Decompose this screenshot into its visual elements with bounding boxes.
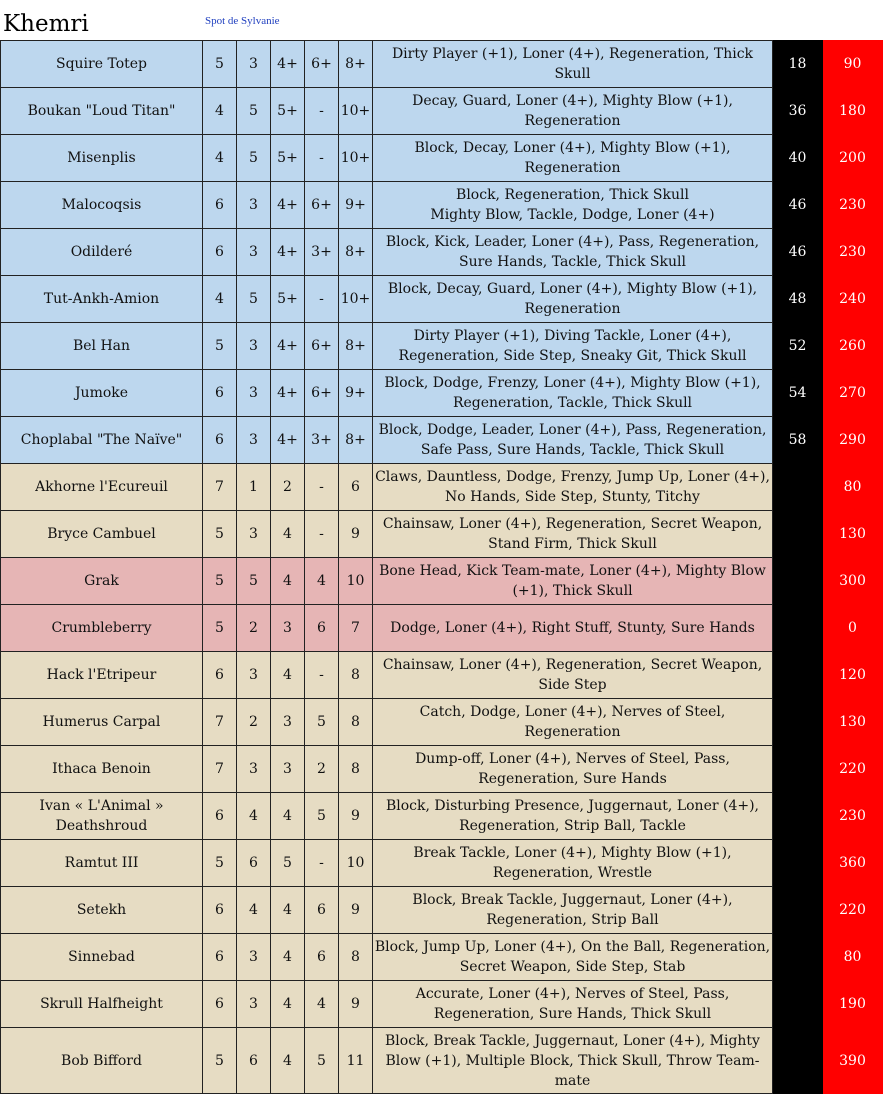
player-name: Choplabal "The Naïve" (1, 417, 203, 464)
stat-ag: 4 (271, 652, 305, 699)
stat-st: 3 (237, 934, 271, 981)
stat-av: 8 (339, 934, 373, 981)
player-cost: 230 (823, 182, 883, 229)
stat-pa: - (305, 276, 339, 323)
player-name: Bob Bifford (1, 1028, 203, 1094)
player-cost: 240 (823, 276, 883, 323)
stat-ag: 4+ (271, 229, 305, 276)
stat-ag: 4+ (271, 323, 305, 370)
stat-st: 3 (237, 511, 271, 558)
stat-ag: 3 (271, 699, 305, 746)
stat-av: 8 (339, 746, 373, 793)
player-rank: 58 (773, 417, 823, 464)
stat-ma: 7 (203, 699, 237, 746)
page-title: Khemri (3, 11, 89, 37)
table-row (1, 605, 883, 652)
table-row (1, 981, 883, 1028)
stat-ma: 6 (203, 652, 237, 699)
table-row (1, 1028, 883, 1094)
stat-st: 3 (237, 323, 271, 370)
player-cost: 220 (823, 887, 883, 934)
player-name: Crumbleberry (1, 605, 203, 652)
player-rank (773, 981, 823, 1028)
stat-pa: 6+ (305, 323, 339, 370)
player-rank (773, 464, 823, 511)
stat-ag: 4 (271, 934, 305, 981)
stat-st: 3 (237, 229, 271, 276)
player-cost: 180 (823, 88, 883, 135)
stat-ag: 3 (271, 605, 305, 652)
table-row (1, 135, 883, 182)
stat-st: 6 (237, 840, 271, 887)
stat-ma: 6 (203, 887, 237, 934)
player-rank (773, 699, 823, 746)
player-cost: 220 (823, 746, 883, 793)
stat-pa: 6+ (305, 182, 339, 229)
stat-av: 8 (339, 652, 373, 699)
stat-st: 2 (237, 699, 271, 746)
stat-ag: 2 (271, 464, 305, 511)
stat-pa: - (305, 652, 339, 699)
table-row (1, 323, 883, 370)
player-cost: 130 (823, 511, 883, 558)
stat-st: 4 (237, 887, 271, 934)
table-row (1, 558, 883, 605)
stat-pa: - (305, 840, 339, 887)
stat-st: 5 (237, 558, 271, 605)
player-cost: 360 (823, 840, 883, 887)
stat-ag: 4 (271, 981, 305, 1028)
player-rank (773, 605, 823, 652)
stat-st: 3 (237, 370, 271, 417)
player-skills: Break Tackle, Loner (4+), Mighty Blow (+1), Regeneration, Wrestle (373, 840, 773, 887)
player-skills: Block, Jump Up, Loner (4+), On the Ball, Regeneration, Secret Weapon, Side Step, Stab (373, 934, 773, 981)
stat-pa: 5 (305, 1028, 339, 1094)
player-cost: 90 (823, 41, 883, 88)
stat-ag: 4 (271, 511, 305, 558)
stat-pa: 6 (305, 887, 339, 934)
table-row (1, 511, 883, 558)
player-skills: Block, Kick, Leader, Loner (4+), Pass, Regeneration, Sure Hands, Tackle, Thick Skull (373, 229, 773, 276)
player-cost: 290 (823, 417, 883, 464)
stat-av: 10+ (339, 135, 373, 182)
player-cost: 200 (823, 135, 883, 182)
stat-ma: 6 (203, 417, 237, 464)
stat-st: 3 (237, 981, 271, 1028)
stat-av: 9 (339, 887, 373, 934)
stat-ag: 5+ (271, 88, 305, 135)
stat-ag: 4 (271, 887, 305, 934)
player-rank (773, 652, 823, 699)
stat-ag: 4 (271, 558, 305, 605)
player-cost: 0 (823, 605, 883, 652)
stat-ma: 5 (203, 41, 237, 88)
player-rank: 46 (773, 229, 823, 276)
stat-pa: 6 (305, 605, 339, 652)
stat-st: 5 (237, 276, 271, 323)
player-cost: 300 (823, 558, 883, 605)
stat-pa: 6+ (305, 41, 339, 88)
player-skills: Block, Decay, Loner (4+), Mighty Blow (+1), Regeneration (373, 135, 773, 182)
player-rank (773, 1028, 823, 1094)
stat-ma: 6 (203, 981, 237, 1028)
player-name: Sinnebad (1, 934, 203, 981)
stat-pa: 6 (305, 934, 339, 981)
player-skills: Bone Head, Kick Team-mate, Loner (4+), Mighty Blow (+1), Thick Skull (373, 558, 773, 605)
stat-ma: 7 (203, 464, 237, 511)
stat-ma: 5 (203, 558, 237, 605)
stat-ma: 6 (203, 934, 237, 981)
table-row (1, 182, 883, 229)
stat-st: 1 (237, 464, 271, 511)
player-rank (773, 558, 823, 605)
stat-ma: 6 (203, 370, 237, 417)
stat-pa: 3+ (305, 417, 339, 464)
player-skills: Dodge, Loner (4+), Right Stuff, Stunty, Sure Hands (373, 605, 773, 652)
stat-ag: 5+ (271, 276, 305, 323)
player-rank: 36 (773, 88, 823, 135)
player-name: Grak (1, 558, 203, 605)
player-name: Misenplis (1, 135, 203, 182)
player-skills: Chainsaw, Loner (4+), Regeneration, Secret Weapon, Stand Firm, Thick Skull (373, 511, 773, 558)
stat-st: 2 (237, 605, 271, 652)
stat-st: 3 (237, 417, 271, 464)
player-name: Ramtut III (1, 840, 203, 887)
player-skills: Accurate, Loner (4+), Nerves of Steel, Pass, Regeneration, Sure Hands, Thick Skull (373, 981, 773, 1028)
stat-ma: 4 (203, 276, 237, 323)
player-rank: 54 (773, 370, 823, 417)
table-row (1, 746, 883, 793)
table-row (1, 276, 883, 323)
player-name: Odilderé (1, 229, 203, 276)
player-name: Akhorne l'Ecureuil (1, 464, 203, 511)
player-rank: 18 (773, 41, 823, 88)
stat-ma: 5 (203, 511, 237, 558)
table-row (1, 793, 883, 840)
stat-av: 11 (339, 1028, 373, 1094)
player-cost: 270 (823, 370, 883, 417)
stat-pa: - (305, 511, 339, 558)
player-skills: Dirty Player (+1), Diving Tackle, Loner (4+), Regeneration, Side Step, Sneaky Git, Thick Skull (373, 323, 773, 370)
table-row (1, 840, 883, 887)
player-skills: Dirty Player (+1), Loner (4+), Regeneration, Thick Skull (373, 41, 773, 88)
stat-ma: 7 (203, 746, 237, 793)
player-skills: Chainsaw, Loner (4+), Regeneration, Secret Weapon, Side Step (373, 652, 773, 699)
player-name: Squire Totep (1, 41, 203, 88)
stat-ma: 4 (203, 88, 237, 135)
player-skills: Decay, Guard, Loner (4+), Mighty Blow (+1), Regeneration (373, 88, 773, 135)
stat-ma: 6 (203, 229, 237, 276)
player-name: Hack l'Etripeur (1, 652, 203, 699)
stat-pa: 3+ (305, 229, 339, 276)
stat-pa: 5 (305, 793, 339, 840)
star-players-table (0, 40, 883, 1094)
table-row (1, 88, 883, 135)
stat-st: 3 (237, 652, 271, 699)
stat-av: 8+ (339, 417, 373, 464)
player-cost: 390 (823, 1028, 883, 1094)
stat-ma: 6 (203, 793, 237, 840)
stat-ag: 4+ (271, 41, 305, 88)
stat-ma: 6 (203, 182, 237, 229)
player-name: Boukan "Loud Titan" (1, 88, 203, 135)
stat-ma: 5 (203, 323, 237, 370)
player-name: Jumoke (1, 370, 203, 417)
player-skills: Catch, Dodge, Loner (4+), Nerves of Steel, Regeneration (373, 699, 773, 746)
player-skills: Block, Regeneration, Thick Skull Mighty Blow, Tackle, Dodge, Loner (4+) (373, 182, 773, 229)
stat-st: 4 (237, 793, 271, 840)
player-name: Skrull Halfheight (1, 981, 203, 1028)
stat-pa: 6+ (305, 370, 339, 417)
stat-av: 10 (339, 558, 373, 605)
player-skills: Dump-off, Loner (4+), Nerves of Steel, Pass, Regeneration, Sure Hands (373, 746, 773, 793)
stat-ag: 5 (271, 840, 305, 887)
player-cost: 230 (823, 793, 883, 840)
player-cost: 80 (823, 464, 883, 511)
table-row (1, 370, 883, 417)
stat-av: 10+ (339, 88, 373, 135)
stat-st: 5 (237, 135, 271, 182)
stat-pa: 4 (305, 981, 339, 1028)
player-skills: Block, Dodge, Leader, Loner (4+), Pass, Regeneration, Safe Pass, Sure Hands, Tackle, Thick Skull (373, 417, 773, 464)
stat-st: 3 (237, 182, 271, 229)
stat-av: 9 (339, 981, 373, 1028)
player-cost: 190 (823, 981, 883, 1028)
stat-av: 7 (339, 605, 373, 652)
player-skills: Block, Disturbing Presence, Juggernaut, Loner (4+), Regeneration, Strip Ball, Tackle (373, 793, 773, 840)
player-name: Setekh (1, 887, 203, 934)
stat-ag: 4 (271, 793, 305, 840)
stat-ma: 5 (203, 840, 237, 887)
stat-ma: 5 (203, 605, 237, 652)
stat-pa: - (305, 88, 339, 135)
player-skills: Claws, Dauntless, Dodge, Frenzy, Jump Up, Loner (4+), No Hands, Side Step, Stunty, Titchy (373, 464, 773, 511)
player-name: Bryce Cambuel (1, 511, 203, 558)
player-rank: 48 (773, 276, 823, 323)
player-cost: 130 (823, 699, 883, 746)
player-name: Ivan « L'Animal » Deathshroud (1, 793, 203, 840)
player-skills: Block, Dodge, Frenzy, Loner (4+), Mighty Blow (+1), Regeneration, Tackle, Thick Skull (373, 370, 773, 417)
player-name: Humerus Carpal (1, 699, 203, 746)
stat-av: 8+ (339, 323, 373, 370)
stat-ag: 4+ (271, 417, 305, 464)
player-name: Ithaca Benoin (1, 746, 203, 793)
table-row (1, 417, 883, 464)
player-rank (773, 746, 823, 793)
stat-av: 8+ (339, 229, 373, 276)
player-rank: 40 (773, 135, 823, 182)
player-name: Malocoqsis (1, 182, 203, 229)
player-rank (773, 934, 823, 981)
stat-st: 6 (237, 1028, 271, 1094)
player-rank (773, 840, 823, 887)
table-row (1, 934, 883, 981)
player-rank: 52 (773, 323, 823, 370)
stat-av: 8+ (339, 41, 373, 88)
stat-av: 6 (339, 464, 373, 511)
table-row (1, 464, 883, 511)
table-row (1, 41, 883, 88)
stat-av: 9 (339, 793, 373, 840)
stat-av: 10 (339, 840, 373, 887)
player-rank (773, 793, 823, 840)
stat-av: 8 (339, 699, 373, 746)
stat-pa: 5 (305, 699, 339, 746)
player-skills: Block, Decay, Guard, Loner (4+), Mighty Blow (+1), Regeneration (373, 276, 773, 323)
player-rank: 46 (773, 182, 823, 229)
stat-av: 9 (339, 511, 373, 558)
stat-ag: 4 (271, 1028, 305, 1094)
stat-ma: 4 (203, 135, 237, 182)
stat-pa: 2 (305, 746, 339, 793)
stat-ag: 5+ (271, 135, 305, 182)
page-subtitle: Spot de Sylvanie (205, 15, 280, 27)
stat-ma: 5 (203, 1028, 237, 1094)
player-cost: 230 (823, 229, 883, 276)
table-row (1, 699, 883, 746)
stat-ag: 4+ (271, 182, 305, 229)
stat-pa: - (305, 464, 339, 511)
player-rank (773, 511, 823, 558)
player-cost: 260 (823, 323, 883, 370)
player-name: Tut-Ankh-Amion (1, 276, 203, 323)
stat-pa: 4 (305, 558, 339, 605)
stat-st: 3 (237, 41, 271, 88)
table-row (1, 229, 883, 276)
stat-av: 10+ (339, 276, 373, 323)
stat-ag: 4+ (271, 370, 305, 417)
player-skills: Block, Break Tackle, Juggernaut, Loner (4+), Mighty Blow (+1), Multiple Block, Thick Skull, Throw Team-mate (373, 1028, 773, 1094)
player-name: Bel Han (1, 323, 203, 370)
stat-av: 9+ (339, 182, 373, 229)
player-skills: Block, Break Tackle, Juggernaut, Loner (4+), Regeneration, Strip Ball (373, 887, 773, 934)
player-rank (773, 887, 823, 934)
player-cost: 80 (823, 934, 883, 981)
stat-pa: - (305, 135, 339, 182)
stat-ag: 3 (271, 746, 305, 793)
table-row (1, 887, 883, 934)
player-cost: 120 (823, 652, 883, 699)
table-row (1, 652, 883, 699)
stat-st: 5 (237, 88, 271, 135)
stat-av: 9+ (339, 370, 373, 417)
stat-st: 3 (237, 746, 271, 793)
